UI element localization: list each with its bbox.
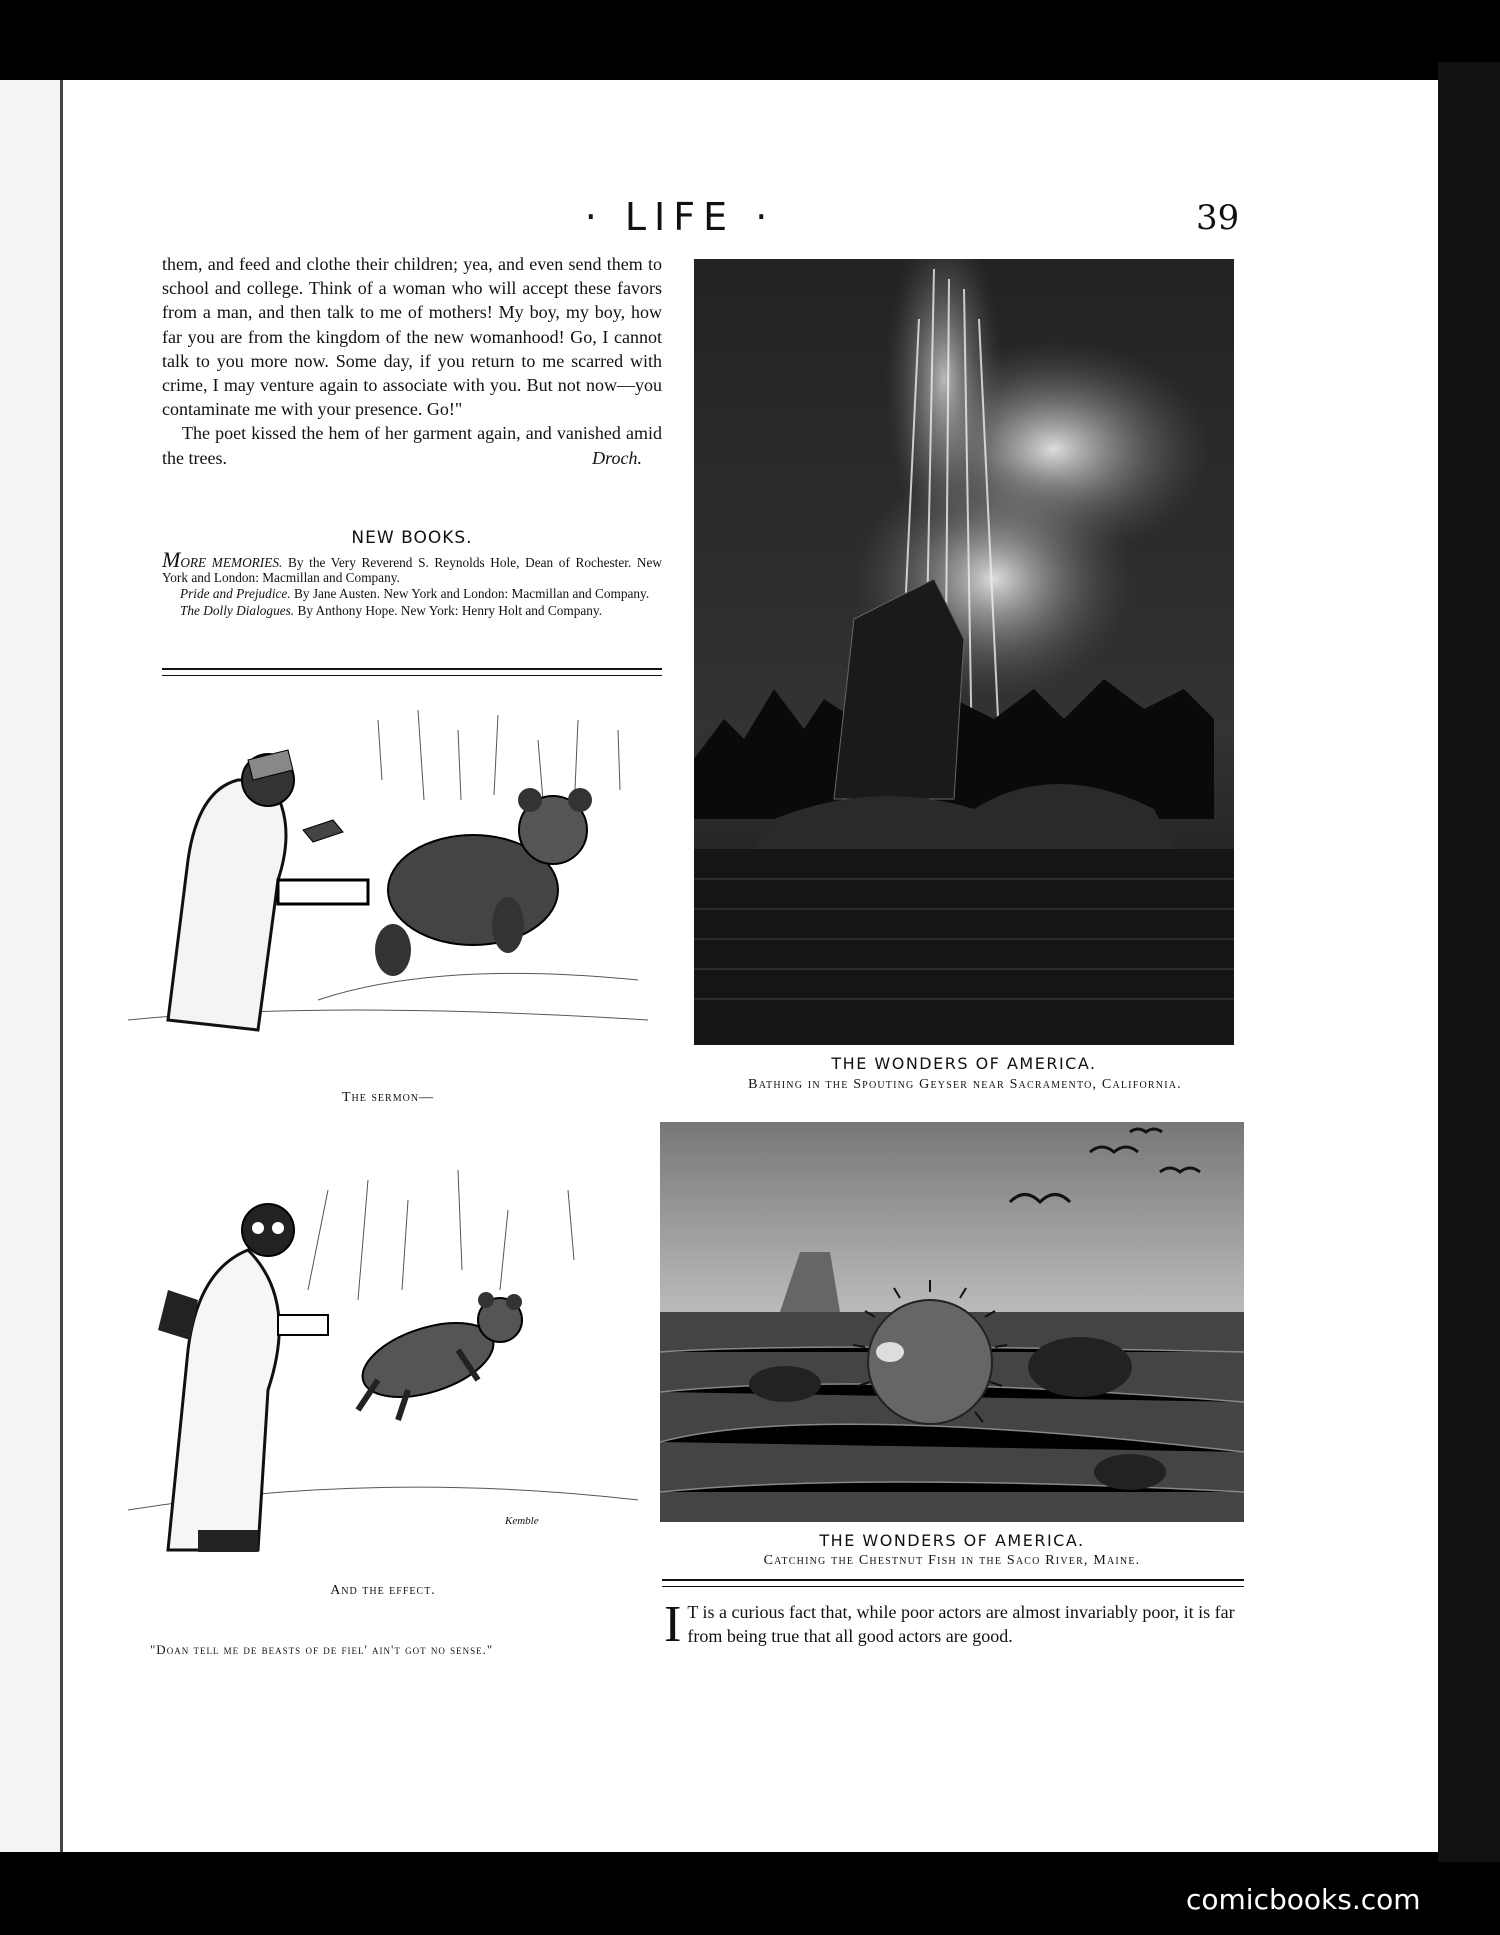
scan-border: [1438, 62, 1500, 1862]
book-dropcap: M: [162, 547, 181, 572]
cartoon-caption-effect: And the effect.: [330, 1583, 436, 1598]
section-divider: [662, 1579, 1244, 1587]
book-entry: [162, 587, 662, 602]
article-paragraph: [162, 421, 662, 469]
artist-signature: Kemble: [505, 1515, 539, 1527]
section-divider: [162, 668, 662, 676]
chestnut-fish-engraving: [660, 1122, 1244, 1522]
book-details: By Anthony Hope. New York: Henry Holt and Company.: [294, 602, 603, 618]
new-books-list: [162, 547, 663, 620]
book-title: Pride and Prejudice.: [180, 586, 291, 601]
book-details: By Jane Austen. New York and London: Macmillan and Company.: [290, 586, 650, 601]
curious-fact-paragraph: [664, 1596, 1242, 1653]
sermon-cartoon-drawing: [118, 700, 658, 1070]
page-number: 39: [1196, 198, 1240, 238]
geyser-illustration: [694, 259, 1234, 1045]
article-closing-text: The poet kissed the hem of her garment again, and vanished amid the trees.: [162, 423, 662, 468]
book-title: The Dolly Dialogues.: [180, 602, 295, 618]
book-title: ORE MEMORIES.: [180, 555, 283, 570]
geyser-engraving: [694, 259, 1234, 1045]
book-entry: [162, 604, 662, 619]
magazine-title: · LIFE ·: [584, 195, 776, 239]
book-entry: [162, 547, 663, 585]
chestnut-fish-illustration: [660, 1122, 1244, 1522]
wonders-subcaption-geyser: Bathing in the Spouting Geyser near Sacramento, California.: [748, 1077, 1182, 1092]
site-watermark: comicbooks.com: [1186, 1883, 1421, 1916]
book-details: By the Very Reverend S. Reynolds Hole, Dean of Rochester. New York and London: Macmillan and Company.: [162, 555, 663, 585]
wonders-subcaption-fish: Catching the Chestnut Fish in the Saco River, Maine.: [763, 1553, 1141, 1568]
sermon-cartoon: [118, 700, 658, 1070]
cartoon-quote: "Doan tell me de beasts of de fiel' ain't got no sense.": [150, 1642, 494, 1657]
effect-cartoon: [128, 1150, 638, 1575]
cartoon-caption-sermon: The sermon—: [341, 1090, 435, 1105]
author-signature: Droch.: [592, 447, 642, 468]
wonders-heading-geyser: THE WONDERS OF AMERICA.: [831, 1054, 1097, 1073]
facing-page-edge: [0, 80, 63, 1852]
wonders-heading-fish: THE WONDERS OF AMERICA.: [819, 1531, 1085, 1550]
fact-dropcap: I: [664, 1596, 682, 1653]
effect-cartoon-drawing: [128, 1150, 638, 1575]
fact-text: T is a curious fact that, while poor actors are almost invariably poor, it is far from being true that all good actors are good.: [687, 1602, 1235, 1646]
article-text: [162, 252, 662, 470]
article-paragraph: them, and feed and clothe their children; yea, and even send them to school and college. Think of a woman who will accept these favors from a man, and then talk to me of mothers! My boy, my boy, how far you are from the kingdom of the new womanhood! Go, I cannot talk to you more now. Some day, if you return to me scarred with crime, I may venture again to associate with you. But not now—you contaminate me with your presence. Go!": [162, 254, 662, 420]
new-books-heading: NEW BOOKS.: [351, 528, 473, 548]
